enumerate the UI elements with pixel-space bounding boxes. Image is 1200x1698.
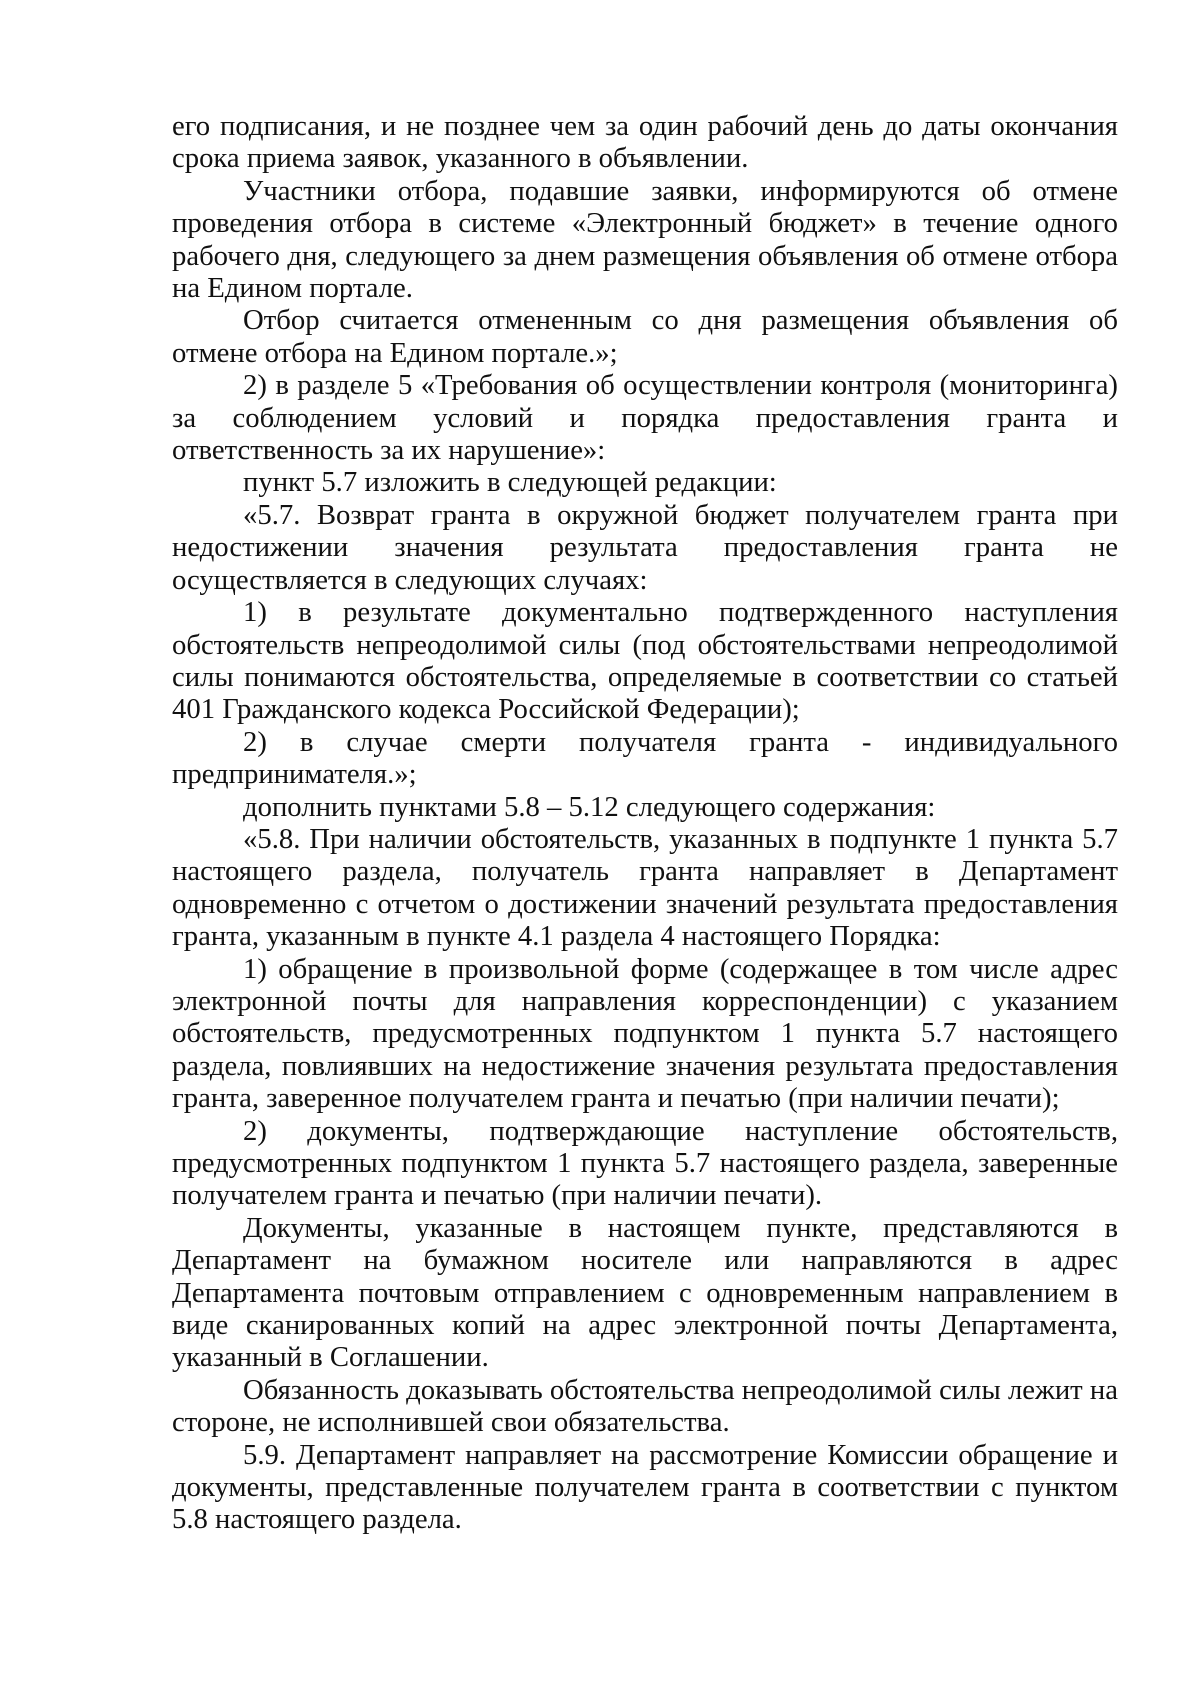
paragraph-supplement-intro: дополнить пунктами 5.8 – 5.12 следующего содержания:: [243, 790, 936, 823]
paragraph-participants-notice: Участники отбора, подавшие заявки, информируются об отмене проведения отбора в системе «Электронный бюджет» в течение одного рабочего дня, следующего за днем размещения объявления об отмене отбора на Едином портале.: [172, 174, 1118, 305]
paragraph-clause-5-7-item-2: 2) в случае смерти получателя гранта - индивидуального предпринимателя.»;: [172, 725, 1118, 791]
paragraph-clause-5-7-item-1: 1) в результате документально подтвержденного наступления обстоятельств непреодолимой силы (под обстоятельствами непреодолимой силы понимаются обстоятельства, определяемые в соответствии со статьей 401 Гражданского кодекса Российской Федерации);: [172, 596, 1118, 726]
paragraph-clause-5-8-item-2: 2) документы, подтверждающие наступление обстоятельств, предусмотренных подпунктом 1 пункта 5.7 настоящего раздела, заверенные получателем гранта и печатью (при наличии печати).: [172, 1114, 1118, 1212]
paragraph-clause-5-8-item-1: 1) обращение в произвольной форме (содержащее в том числе адрес электронной почты для направления корреспонденции) с указанием обстоятельств, предусмотренных подпунктом 1 пункта 5.7 настоящего раздела, повлиявших на недостижение значения результата предоставления гранта, заверенное получателем гранта и печатью (при наличии печати);: [172, 952, 1118, 1115]
paragraph-clause-5-7: «5.7. Возврат гранта в окружной бюджет получателем гранта при недостижении значения результата предоставления гранта не осуществляется в следующих случаях:: [172, 498, 1118, 596]
paragraph-section-5-amendment: 2) в разделе 5 «Требования об осуществлении контроля (мониторинга) за соблюдением условий и порядка предоставления гранта и ответственность за их нарушение»:: [172, 369, 1118, 467]
paragraph-signing-deadline: его подписания, и не позднее чем за один рабочий день до даты окончания срока приема заявок, указанного в объявлении.: [172, 110, 1118, 175]
paragraph-clause-5-9: 5.9. Департамент направляет на рассмотрение Комиссии обращение и документы, представленные получателем гранта в соответствии с пунктом 5.8 настоящего раздела.: [172, 1438, 1118, 1536]
document-page: [172, 110, 1118, 1536]
paragraph-documents-submission: Документы, указанные в настоящем пункте, представляются в Департамент на бумажном носителе или направляются в адрес Департамента почтовым отправлением с одновременным направлением в виде сканированных копий на адрес электронной почты Департамента, указанный в Соглашении.: [172, 1211, 1118, 1374]
paragraph-selection-cancelled: Отбор считается отмененным со дня размещения объявления об отмене отбора на Едином портале.»;: [172, 304, 1118, 369]
paragraph-burden-of-proof: Обязанность доказывать обстоятельства непреодолимой силы лежит на стороне, не исполнившей свои обязательства.: [172, 1373, 1118, 1439]
paragraph-clause-5-8: «5.8. При наличии обстоятельств, указанных в подпункте 1 пункта 5.7 настоящего раздела, получатель гранта направляет в Департамент одновременно с отчетом о достижении значений результата предоставления гранта, указанным в пункте 4.1 раздела 4 настоящего Порядка:: [172, 822, 1118, 953]
paragraph-clause-5-7-intro: пункт 5.7 изложить в следующей редакции:: [243, 466, 777, 499]
